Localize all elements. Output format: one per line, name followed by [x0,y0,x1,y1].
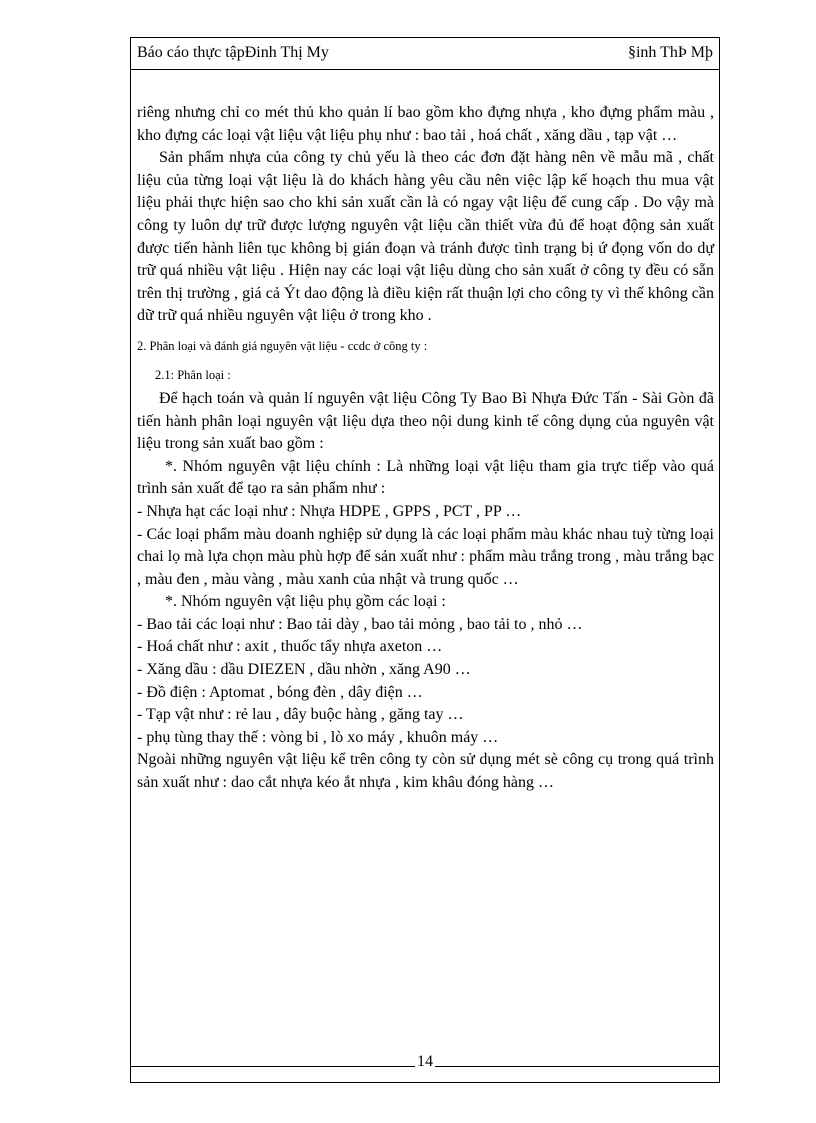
page-footer [131,1053,719,1082]
section-heading: 2. Phân loại và đánh giá nguyên vật liệu - ccdc ở công ty : [137,338,428,353]
list-item: - Các loại phẩm màu doanh nghiệp sử dụng là các loại phẩm màu khác nhau tuỳ từng loại chai lọ mà lựa chọn màu phù hợp để sản xuất như : phẩm màu trắng trong , màu trắng bạc , màu đen , màu vàng , màu xanh của nhật và trung quốc … [137,525,714,588]
list-item: - Xăng dầu : dầu DIEZEN , dầu nhờn , xăng A90 … [137,661,471,679]
paragraph: Để hạch toán và quản lí nguyên vật liệu Công Ty Bao Bì Nhựa Đức Tấn - Sài Gòn đã tiến hành phân loại nguyên vật liệu dựa theo nội dung kinh tế công dụng của nguyên vật liệu trong sản xuất bao gồm : [137,389,714,453]
list-item: - Bao tải các loại như : Bao tải dày , bao tải mỏng , bao tải to , nhỏ … [137,615,583,633]
subsection-heading: 2.1: Phân loại : [155,367,231,382]
paragraph: riêng nhưng chỉ co mét thủ kho quản lí bao gồm kho đựng nhựa , kho đựng phẩm màu , kho đựng các loại vật liệu vật liệu phụ như : bao tải , hoá chất , xăng dầu , tạp vật … [137,104,714,144]
header-author: §inh ThÞ Mþ [627,44,713,61]
list-item: - Nhựa hạt các loại như : Nhựa HDPE , GPPS , PCT , PP … [137,502,522,520]
list-item: - phụ tùng thay thế : vòng bi , lò xo máy , khuôn máy … [137,728,499,746]
paragraph: *. Nhóm nguyên vật liệu chính : Là những loại vật liệu tham gia trực tiếp vào quá trình sản xuất để tạo ra sản phẩm như : [137,457,714,498]
page-header [131,38,719,70]
paragraph: Sản phẩm nhựa của công ty chủ yếu là theo các đơn đặt hàng nên về mẫu mã , chất liệu của từng loại vật liệu là do khách hàng yêu cầu nên việc lập kế hoạch thu mua vật liệu phải thực hiện sao cho khi sản xuất cần là có ngay vật liệu để cung cấp . Do vậy mà công ty luôn dự trữ được lượng nguyên vật liệu cần thiết vừa đủ để hoạt động sản xuất được tiến hành liên tục không bị gián đoạn và tránh được tình trạng bị ứ đọng vốn do dự trữ quá nhiều vật liệu . Hiện nay các loại vật liệu dùng cho sản xuất ở công ty đều có sẵn trên thị trường , giá cả Ýt dao động là điều kiện rất thuận lợi cho công ty vì thế không cần dữ trữ quá nhiều nguyên vật liệu ở trong kho . [137,149,714,325]
page-frame [130,37,720,1083]
list-item: - Tạp vật như : rẻ lau , dây buộc hàng , găng tay … [137,706,464,724]
page-number: 14 [417,1053,433,1070]
paragraph: *. Nhóm nguyên vật liệu phụ gồm các loại : [165,593,446,611]
header-title: Báo cáo thực tậpĐinh Thị My [137,44,329,61]
paragraph: Ngoài những nguyên vật liệu kể trên công ty còn sử dụng mét sè công cụ trong quá trình sản xuất như : dao cắt nhựa kéo ắt nhựa , kim khâu đóng hàng … [137,751,714,792]
document-body [137,102,714,795]
list-item: - Hoá chất như : axit , thuốc tẩy nhựa axeton … [137,638,443,656]
list-item: - Đồ điện : Aptomat , bóng đèn , dây điện … [137,683,423,701]
